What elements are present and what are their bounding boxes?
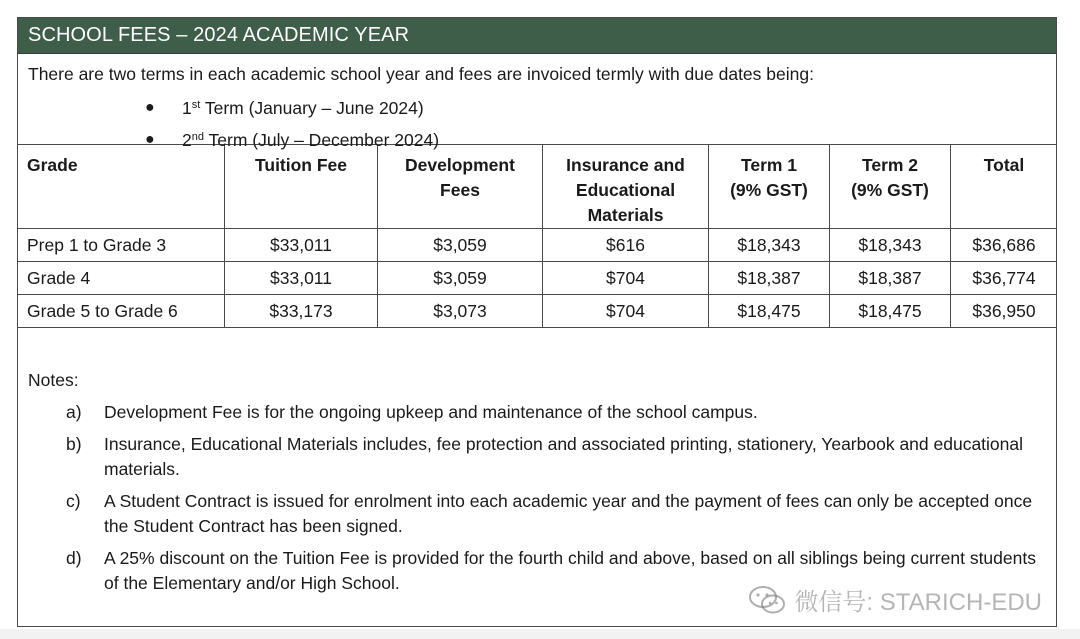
column-header-term2: Term 2 (9% GST) (830, 145, 951, 229)
table-row (18, 262, 1058, 295)
cell-term2: $18,343 (830, 229, 951, 262)
term-item: ● 2nd Term (July – December 2024) (28, 124, 1046, 156)
table-header-row (18, 145, 1058, 229)
wechat-icon (748, 585, 786, 615)
column-header-tuition: Tuition Fee (225, 145, 378, 229)
cell-grade: Grade 5 to Grade 6 (18, 295, 225, 328)
note-item (28, 489, 1046, 539)
notes-section (18, 328, 1056, 596)
notes-title: Notes: (28, 370, 79, 390)
section-title: SCHOOL FEES – 2024 ACADEMIC YEAR (18, 18, 1056, 54)
bullet-icon: ● (145, 99, 155, 116)
cell-development: $3,073 (378, 295, 543, 328)
cell-insurance: $704 (543, 295, 709, 328)
note-letter: b) (66, 434, 82, 454)
term-item: ● 1st Term (January – June 2024) (28, 92, 1046, 124)
note-text: Development Fee is for the ongoing upkeep and maintenance of the school campus. (104, 402, 758, 422)
cell-tuition: $33,011 (225, 229, 378, 262)
note-text: Insurance, Educational Materials includes, fee protection and associated printing, stationery, Yearbook and educational materials. (104, 434, 1024, 479)
cell-term1: $18,387 (709, 262, 830, 295)
cell-tuition: $33,011 (225, 262, 378, 295)
note-item (28, 432, 1046, 482)
column-header-grade: Grade (18, 145, 225, 229)
cell-development: $3,059 (378, 229, 543, 262)
note-letter: c) (66, 491, 81, 511)
fees-table (17, 144, 1057, 328)
note-letter: d) (66, 548, 82, 568)
cell-term2: $18,475 (830, 295, 951, 328)
table-row (18, 295, 1058, 328)
column-header-development: Development Fees (378, 145, 543, 229)
note-text: A 25% discount on the Tuition Fee is provided for the fourth child and above, based on all siblings being current students of the Elementary and/or High School. (104, 548, 1036, 593)
cell-term1: $18,475 (709, 295, 830, 328)
table-row (18, 229, 1058, 262)
cell-total: $36,774 (951, 262, 1058, 295)
watermark (748, 582, 1042, 617)
fees-document (17, 17, 1057, 627)
cell-insurance: $704 (543, 262, 709, 295)
cell-total: $36,686 (951, 229, 1058, 262)
page-bottom-strip (0, 629, 1080, 639)
cell-development: $3,059 (378, 262, 543, 295)
cell-term1: $18,343 (709, 229, 830, 262)
note-text: A Student Contract is issued for enrolment into each academic year and the payment of fees can only be accepted once the Student Contract has been signed. (104, 491, 1033, 536)
note-item (28, 400, 1046, 425)
cell-total: $36,950 (951, 295, 1058, 328)
cell-grade: Grade 4 (18, 262, 225, 295)
column-header-insurance: Insurance and Educational Materials (543, 145, 709, 229)
cell-term2: $18,387 (830, 262, 951, 295)
term-list (28, 92, 1046, 156)
cell-grade: Prep 1 to Grade 3 (18, 229, 225, 262)
bullet-icon: ● (145, 131, 155, 148)
cell-insurance: $616 (543, 229, 709, 262)
intro-section (18, 54, 1056, 150)
intro-text: There are two terms in each academic school year and fees are invoiced termly with due dates being: (28, 64, 814, 84)
note-letter: a) (66, 402, 82, 422)
watermark-text: 微信号: STARICH-EDU (794, 589, 1042, 616)
cell-tuition: $33,173 (225, 295, 378, 328)
column-header-term1: Term 1 (9% GST) (709, 145, 830, 229)
column-header-total: Total (951, 145, 1058, 229)
